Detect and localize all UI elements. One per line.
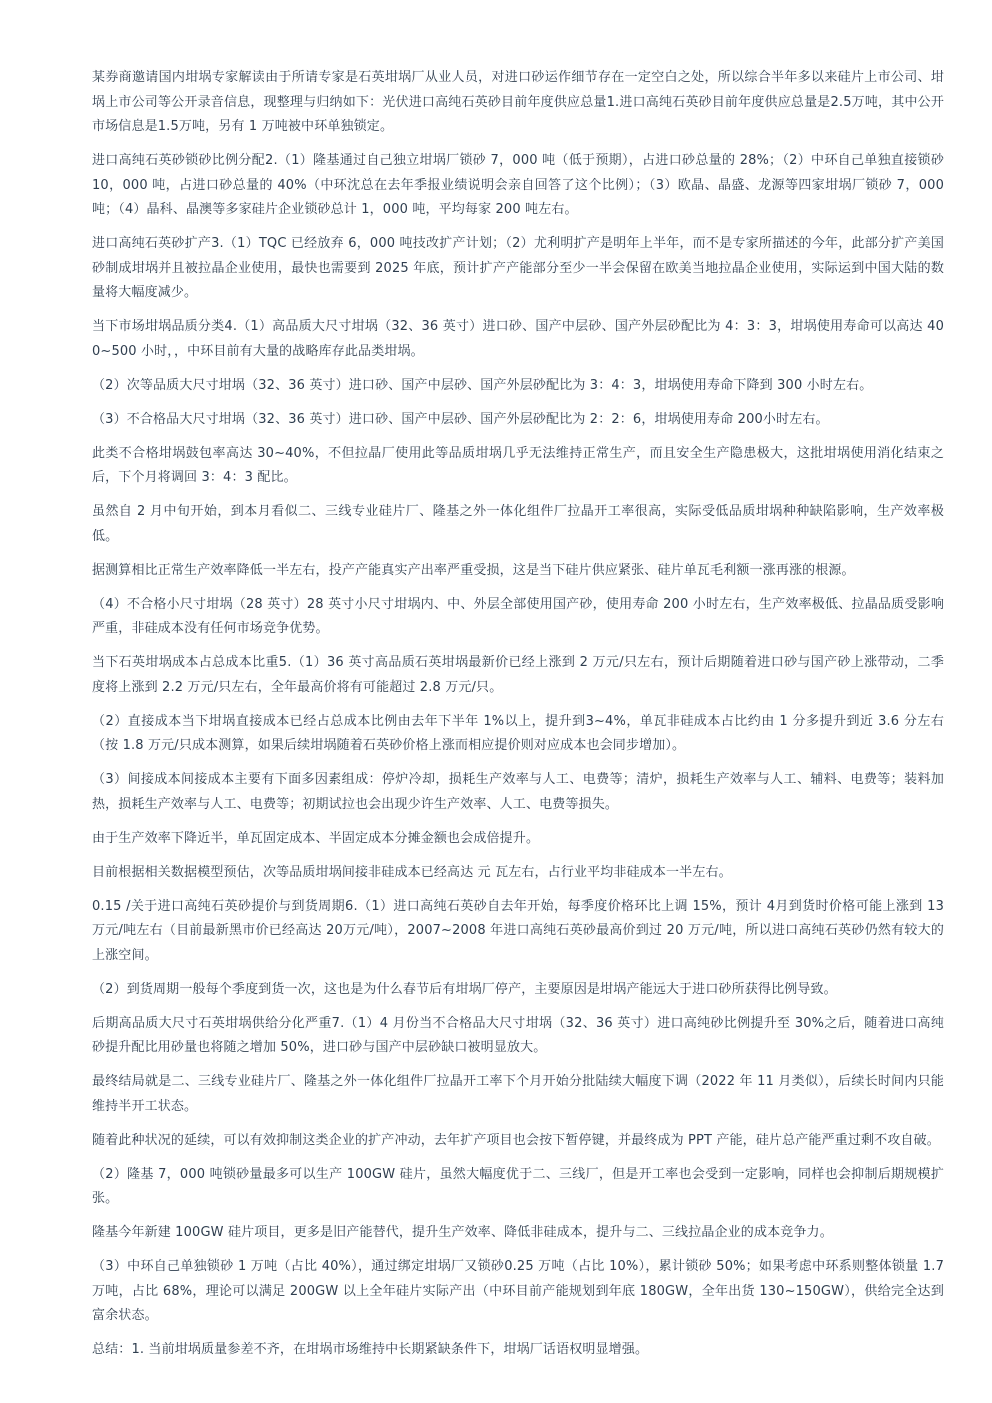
paragraph-expansion-curb: 随着此种状况的延续，可以有效抑制这类企业的扩产冲动，去年扩产项目也会按下暂停键，并最终成为 PPT 产能，硅片总产能严重过剩不攻自破。 <box>92 1132 940 1148</box>
paragraph-expansion: 进口高纯石英砂扩产3.（1）TQC 已经放弃 6，000 吨技改扩产计划；（2）尤利明扩产是明年上半年，而不是专家所描述的今年，此部分扩产美国砂制成坩埚并且被拉晶企业使用，最快也需要到 2025 年底，预计扩产产能部分至少一半会保留在欧美当地拉晶企业使用，实际运到中国大陆的数量将大幅度减少。 <box>92 236 944 300</box>
paragraph-intro: 某券商邀请国内坩埚专家解读由于所请专家是石英坩埚厂从业人员，对进口砂运作细节存在一定空白之处，所以综合半年多以来硅片上市公司、坩埚上市公司等公开录音信息，现整理与归纳如下：光伏进口高纯石英砂目前年度供应总量1.进口高纯石英砂目前年度供应总量是2.5万吨，其中公开市场信息是1.5万吨，另有 1 万吨被中环单独锁定。 <box>92 70 944 134</box>
paragraph-longi-new-project: 隆基今年新建 100GW 硅片项目，更多是旧产能替代，提升生产效率、降低非硅成本，提升与二、三线拉晶企业的成本竞争力。 <box>92 1225 833 1240</box>
paragraph-price-cycle: 0.15 /关于进口高纯石英砂提价与到货周期6.（1）进口高纯石英砂自去年开始，每季度价格环比上调 15%，预计 4月到货时价格可能上涨到 13 万元/吨左右（目前最新黑市价已经高达 20万元/吨），2007~2008 年进口高纯石英砂最高价到过 20 万元/吨，所以进口高纯石英砂仍然有较大的上涨空间。 <box>92 898 944 963</box>
paragraph-quality-second: （2）次等品质大尺寸坩埚（32、36 英寸）进口砂、国产中层砂、国产外层砂配比为 3：4：3，坩埚使用寿命下降到 300 小时左右。 <box>92 377 873 393</box>
paragraph-lock-allocation: 进口高纯石英砂锁砂比例分配2.（1）隆基通过自己独立坩埚厂锁砂 7，000 吨（低于预期），占进口砂总量的 28%；（2）中环自己单独直接锁砂 10，000 吨，占进口砂总量的 40%（中环沈总在去年季报业绩说明会亲自回答了这个比例）；（3）欧晶、晶盛、龙源等四家坩埚厂锁砂 7，000 吨；（4）晶科、晶澳等多家硅片企业锁砂总计 1，000 吨，平均每家 200 吨左右。 <box>92 153 944 217</box>
document-body <box>92 66 944 1372</box>
paragraph-longi-capacity: （2）隆基 7，000 吨锁砂量最多可以生产 100GW 硅片，虽然大幅度优于二、三线厂，但是开工率也会受到一定影响，同样也会抑制后期规模扩张。 <box>92 1166 944 1206</box>
paragraph-zhonghuan-lock: （3）中环自己单独锁砂 1 万吨（占比 40%），通过绑定坩埚厂又锁砂0.25 万吨（占比 10%），累计锁砂 50%；如果考虑中环系则整体锁量 1.7 万吨，占比 68%，理论可以满足 200GW 以上全年硅片实际产出（中环目前产能规划到年底 180GW，全年出货 130~150GW），供给完全达到富余状态。 <box>92 1259 944 1323</box>
paragraph-indirect-cost: （3）间接成本间接成本主要有下面多因素组成：停炉冷却，损耗生产效率与人工、电费等；清炉，损耗生产效率与人工、辅料、电费等；装料加热，损耗生产效率与人工、电费等；初期试拉也会出现少许生产效率、人工、电费等损失。 <box>92 772 944 812</box>
paragraph-supply-split: 后期高品质大尺寸石英坩埚供给分化严重7.（1）4 月份当不合格品大尺寸坩埚（32、36 英寸）进口高纯砂比例提升至 30%之后，随着进口高纯砂提升配比用砂量也将随之增加 50%，进口砂与国产中层砂缺口被明显放大。 <box>92 1015 944 1055</box>
paragraph-quality-unqualified: （3）不合格品大尺寸坩埚（32、36 英寸）进口砂、国产中层砂、国产外层砂配比为 2：2：6，坩埚使用寿命 200小时左右。 <box>92 411 829 427</box>
paragraph-small-crucible: （4）不合格小尺寸坩埚（28 英寸）28 英寸小尺寸坩埚内、中、外层全部使用国产砂，使用寿命 200 小时左右，生产效率极低、拉晶品质受影响严重，非硅成本没有任何市场竞争优势。 <box>92 596 944 636</box>
paragraph-delivery-cycle: （2）到货周期一般每个季度到货一次，这也是为什么春节后有坩埚厂停产，主要原因是坩埚产能远大于进口砂所获得比例导致。 <box>92 981 837 997</box>
paragraph-fixed-cost: 由于生产效率下降近半，单瓦固定成本、半固定成本分摊金额也会成倍提升。 <box>92 830 540 846</box>
paragraph-model-estimate: 目前根据相关数据模型预估，次等品质坩埚间接非硅成本已经高达 元 瓦左右，占行业平均非硅成本一半左右。 <box>92 864 732 880</box>
paragraph-summary: 总结：1. 当前坩埚质量参差不齐，在坩埚市场维持中长期紧缺条件下，坩埚厂话语权明显增强。 <box>92 1342 649 1357</box>
paragraph-cost-share: 当下石英坩埚成本占总成本比重5.（1）36 英寸高品质石英坩埚最新价已经上涨到 2 万元/只左右，预计后期随着进口砂与国产砂上涨带动，二季度将上涨到 2.2 万元/只左右，全年最高价将有可能超过 2.8 万元/只。 <box>92 655 944 695</box>
paragraph-quality-high: 当下市场坩埚品质分类4.（1）高品质大尺寸坩埚（32、36 英寸）进口砂、国产中层砂、国产外层砂配比为 4：3：3，坩埚使用寿命可以高达 400~500 小时，，中环目前有大量的战略库存此品类坩埚。 <box>92 319 944 359</box>
paragraph-outcome: 最终结局就是二、三线专业硅片厂、隆基之外一体化组件厂拉晶开工率下个月开始分批陆续大幅度下调（2022 年 11 月类似），后续长时间内只能维持半开工状态。 <box>92 1074 944 1114</box>
paragraph-direct-cost: （2）直接成本当下坩埚直接成本已经占总成本比例由去年下半年 1%以上，提升到3~4%，单瓦非硅成本占比约由 1 分多提升到近 3.6 分左右（按 1.8 万元/只成本测算，如果后续坩埚随着石英砂价格上涨而相应提价则对应成本也会同步增加）。 <box>92 713 944 753</box>
paragraph-efficiency: 虽然自 2 月中旬开始，到本月看似二、三线专业硅片厂、隆基之外一体化组件厂拉晶开工率很高，实际受低品质坩埚种种缺陷影响，生产效率极低。 <box>92 504 944 544</box>
paragraph-bulge-rate: 此类不合格坩埚鼓包率高达 30~40%，不但拉晶厂使用此等品质坩埚几乎无法维持正常生产，而且安全生产隐患极大，这批坩埚使用消化结束之后，下个月将调回 3：4：3 配比。 <box>92 445 944 485</box>
paragraph-estimate: 据测算相比正常生产效率降低一半左右，投产产能真实产出率严重受损，这是当下硅片供应紧张、硅片单瓦毛利额一涨再涨的根源。 <box>92 562 855 578</box>
